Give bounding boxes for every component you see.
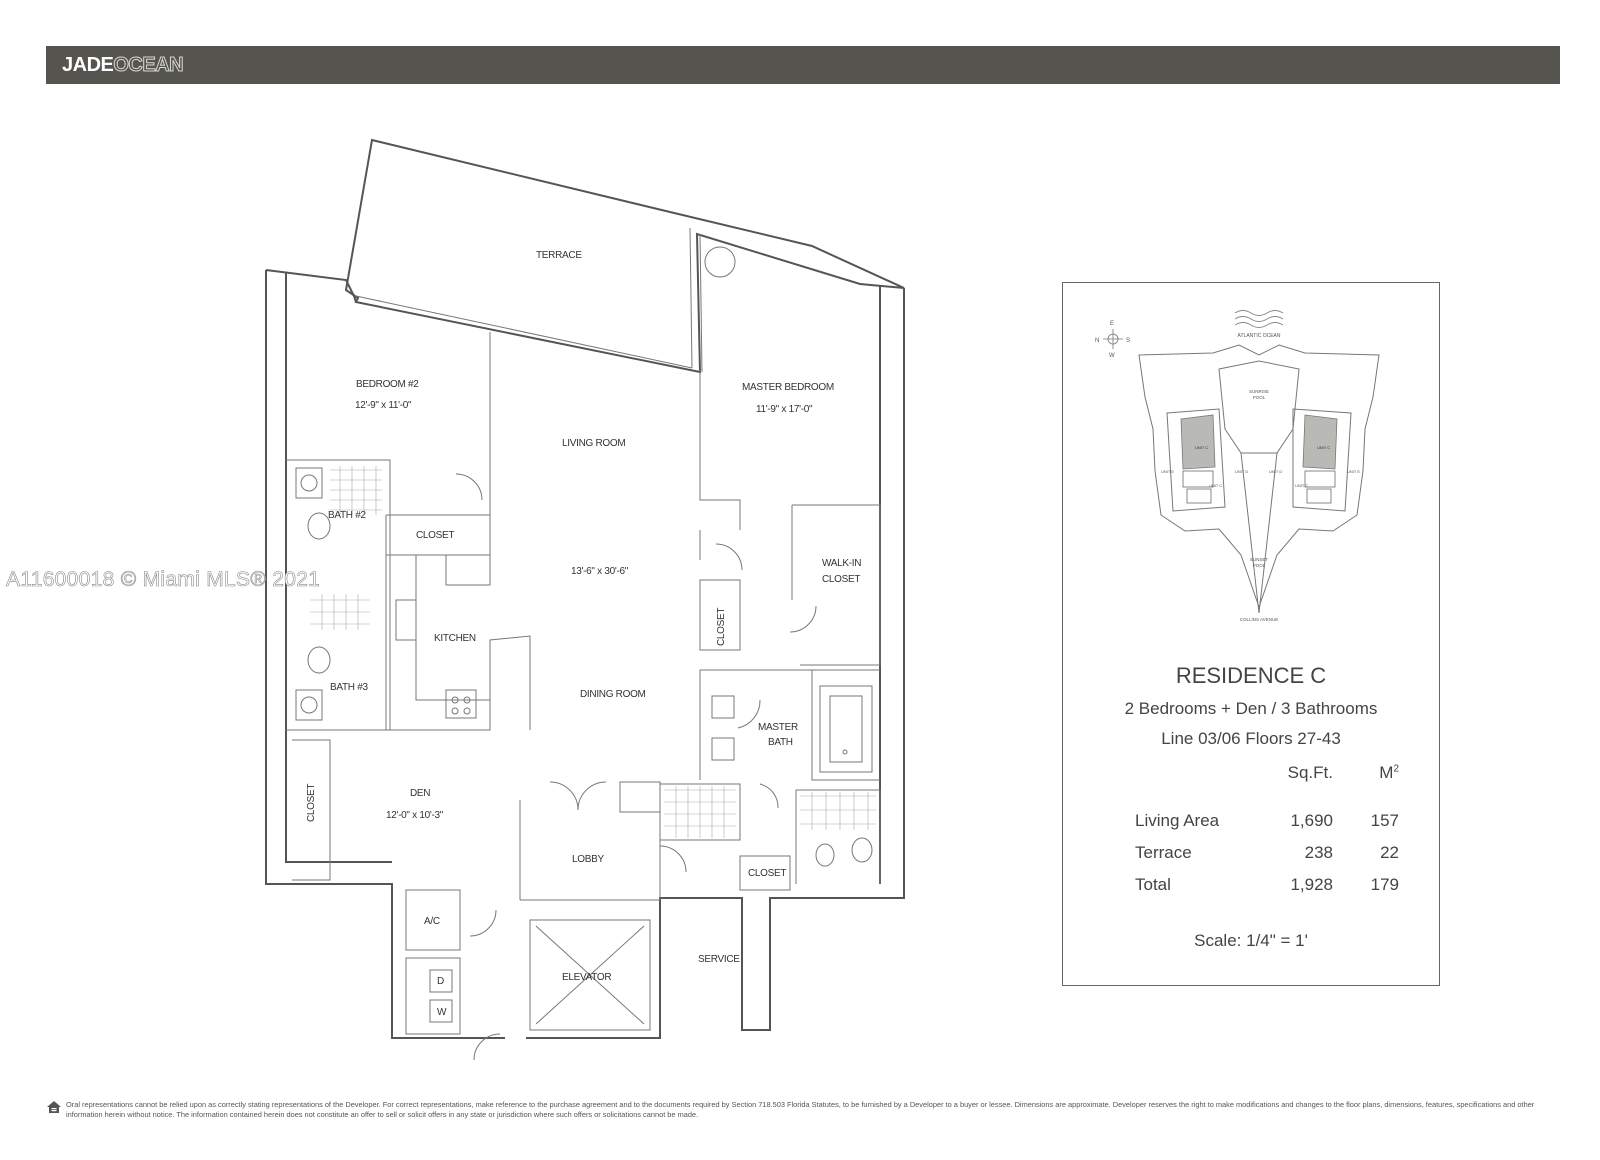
- residence-line-floors: Line 03/06 Floors 27-43: [1161, 729, 1341, 748]
- label-unit-e-right: UNIT E: [1347, 469, 1361, 474]
- col-m2-base: M: [1379, 763, 1394, 782]
- compass-e: E: [1110, 321, 1115, 327]
- compass-w: W: [1109, 353, 1115, 359]
- building-outline: [1139, 345, 1379, 613]
- label-unit-c-top-right: UNIT C: [1317, 445, 1331, 450]
- label-master-bedroom: MASTER BEDROOM: [742, 382, 834, 393]
- row-m2: 22: [1380, 843, 1399, 862]
- label-service: SERVICE: [698, 954, 740, 965]
- col-m2: [1333, 763, 1399, 805]
- row-name: Total: [1135, 875, 1171, 894]
- col-m2-sup: 2: [1393, 763, 1399, 775]
- keyplan-fixtures: [1183, 471, 1335, 503]
- col-sqft: Sq.Ft.: [1287, 763, 1333, 782]
- label-closet-b: CLOSET: [716, 607, 727, 646]
- label-unit-c-right: UNIT C: [1295, 483, 1309, 488]
- label-closet-c: CLOSET: [306, 783, 317, 822]
- row-m2: 157: [1370, 811, 1399, 830]
- equal-housing-icon: [46, 1100, 62, 1114]
- brand-jade: JADE: [62, 53, 114, 76]
- label-master-bath-1: MASTER: [758, 722, 798, 733]
- label-dining-room: DINING ROOM: [580, 689, 646, 700]
- label-unit-d-right: UNIT D: [1269, 469, 1283, 474]
- highlighted-unit-c: [1181, 415, 1337, 469]
- label-den-dim: 12'-0" x 10'-3": [386, 810, 444, 821]
- table-row: [1135, 837, 1399, 869]
- door-swings: [456, 474, 816, 1060]
- label-sunrise-pool-2: POOL: [1252, 395, 1266, 400]
- label-kitchen: KITCHEN: [434, 633, 476, 644]
- label-ac: A/C: [424, 916, 440, 927]
- label-elevator: ELEVATOR: [562, 972, 612, 983]
- compass-s: S: [1126, 338, 1131, 344]
- label-bath3: BATH #3: [330, 682, 368, 693]
- label-living-room: LIVING ROOM: [562, 438, 626, 449]
- label-unit-d-left: UNIT D: [1235, 469, 1249, 474]
- residence-config: 2 Bedrooms + Den / 3 Bathrooms: [1124, 699, 1378, 718]
- row-m2: 179: [1370, 875, 1399, 894]
- compass-n: N: [1095, 338, 1100, 344]
- table-row: [1135, 869, 1399, 901]
- label-dryer: D: [437, 976, 444, 987]
- label-walkin-1: WALK-IN: [822, 558, 862, 569]
- terrace-outline: [346, 140, 904, 372]
- row-name: Living Area: [1135, 811, 1220, 830]
- label-unit-c-top-left: UNIT C: [1195, 445, 1209, 450]
- row-sqft: 1,690: [1290, 811, 1333, 830]
- area-table-header: [1135, 763, 1399, 805]
- label-master-bath-2: BATH: [768, 737, 793, 748]
- label-washer: W: [437, 1007, 447, 1018]
- legal-disclaimer: Oral representations cannot be relied upon as correctly stating representations of the Developer. For correct representations, make reference to the purchase agreement and to the documents required by Section 718.503 Florida Statutes, to be furnished by a Developer to a buyer or lessee. Dimensions are approximate. Developer reserves the right to make modifications and changes to the floor plans, dimensions, features, specifications and other information herein without notice. The information contained herein does not constitute an offer to sell or solicit offers in any state or jurisdiction where such offers or solicitations cannot be made.: [66, 1100, 1535, 1119]
- label-unit-e-left: UNIT E: [1161, 469, 1175, 474]
- residence-info-box: [1062, 282, 1440, 986]
- wave-icon: [1235, 311, 1283, 328]
- compass-icon: [1095, 321, 1130, 359]
- label-closet-a: CLOSET: [416, 530, 455, 541]
- residence-title: RESIDENCE C: [1175, 663, 1327, 688]
- label-collins-avenue: COLLINS AVENUE: [1239, 617, 1279, 622]
- label-living-dim: 13'-6" x 30'-6": [571, 566, 629, 577]
- label-sunset-pool-1: SUNSET: [1249, 557, 1269, 562]
- label-sunrise-pool-1: SUNRISE: [1248, 389, 1270, 394]
- label-terrace: TERRACE: [536, 250, 582, 261]
- area-table: [1135, 763, 1399, 901]
- row-name: Terrace: [1135, 843, 1192, 862]
- brand-ocean: OCEAN: [113, 53, 184, 76]
- label-walkin-2: CLOSET: [822, 574, 861, 585]
- row-sqft: 1,928: [1290, 875, 1333, 894]
- row-sqft: 238: [1304, 843, 1333, 862]
- label-lobby: LOBBY: [572, 854, 604, 865]
- table-row: [1135, 805, 1399, 837]
- label-bedroom2: BEDROOM #2: [356, 379, 419, 390]
- label-bath2: BATH #2: [328, 510, 366, 521]
- label-unit-c-left: UNIT C: [1209, 483, 1223, 488]
- shower-tiles: [310, 466, 876, 838]
- label-master-bedroom-dim: 11'-9" x 17'-0": [756, 404, 813, 415]
- mls-watermark: A11600018 © Miami MLS® 2021: [6, 568, 321, 591]
- scale-note: Scale: 1/4" = 1': [1194, 931, 1308, 950]
- key-plan: [1063, 283, 1439, 643]
- label-bedroom2-dim: 12'-9" x 11'-0": [355, 400, 412, 411]
- label-sunset-pool-2: POOL: [1252, 563, 1266, 568]
- fixtures: [296, 468, 872, 866]
- label-closet-d: CLOSET: [748, 868, 787, 879]
- label-den: DEN: [410, 788, 431, 799]
- label-atlantic-ocean: ATLANTIC OCEAN: [1237, 333, 1281, 339]
